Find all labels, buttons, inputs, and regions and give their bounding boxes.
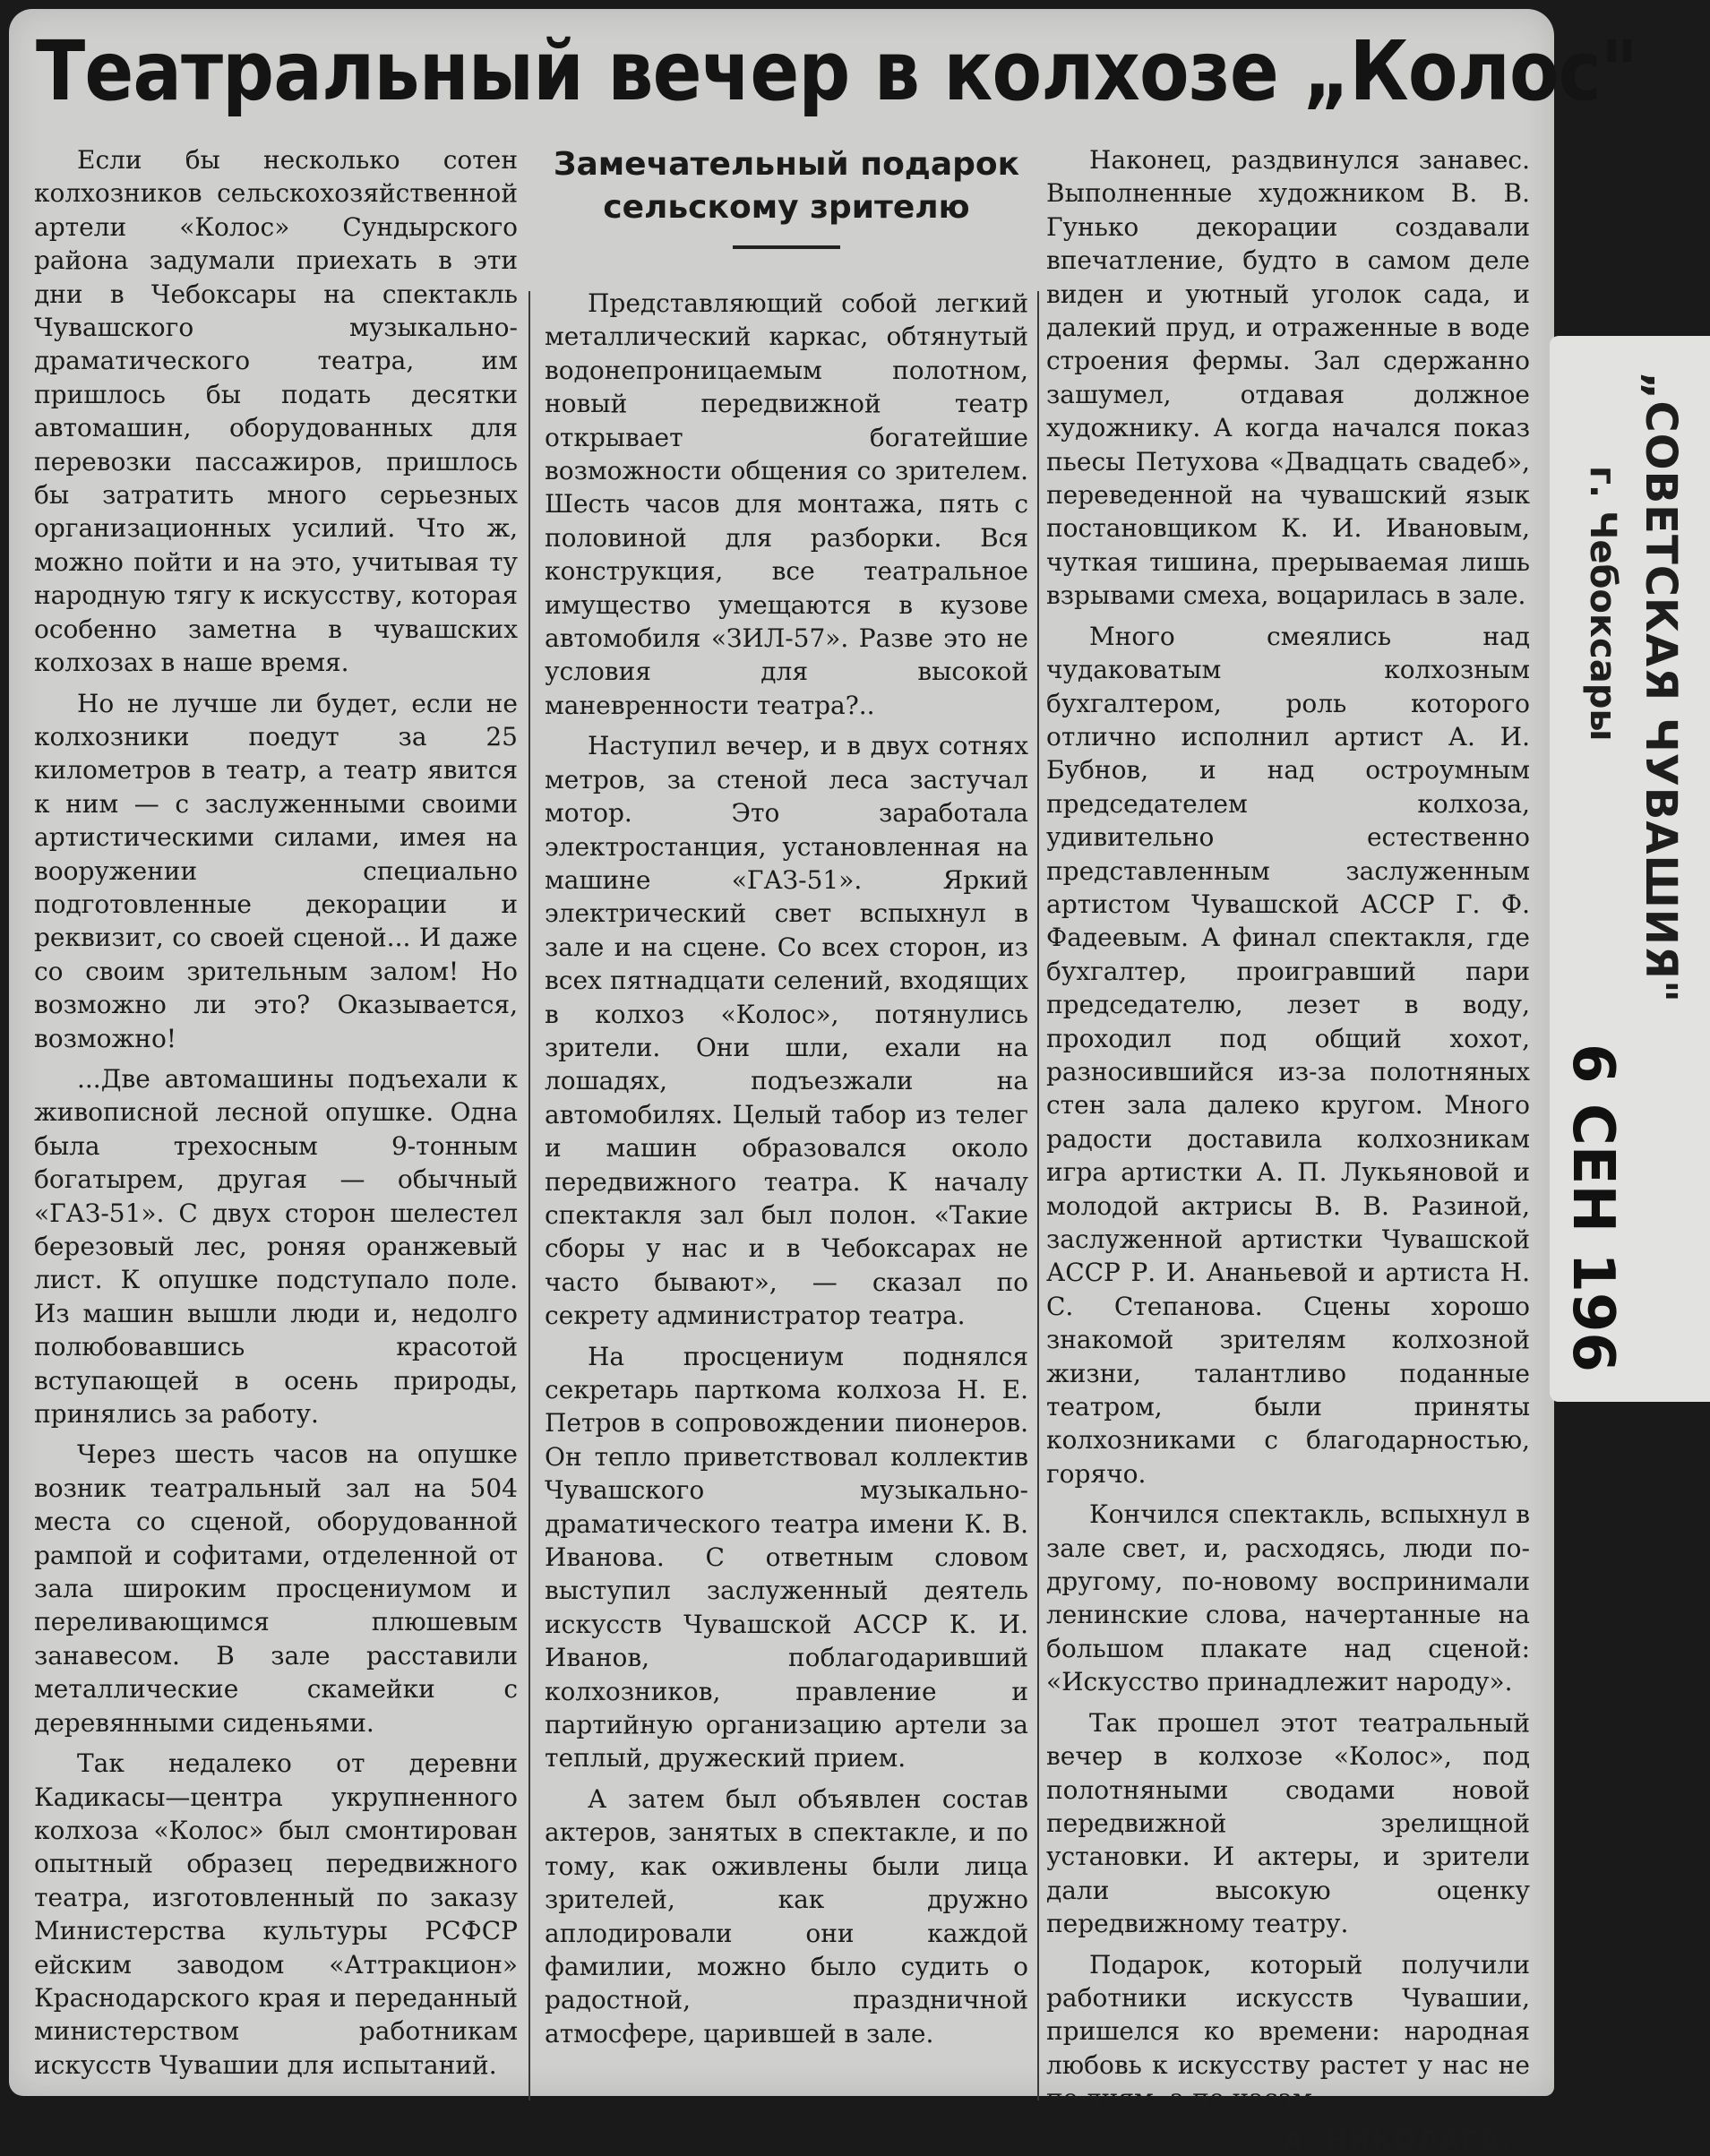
paragraph: На просцениум поднялся секретарь парткома колхоза Н. Е. Петров в сопровождении пионеров. Он тепло приветствовал коллектив Чувашского музыкально-драматического театра имени К. В. Иванова. С ответным словом выступил заслуженный деятель искусств Чувашской АССР К. И. Иванов, поблагодаривший колхозников, правление и партийную организацию артели за теплый, дружеский прием. — [545, 1341, 1028, 1774]
paragraph: ...Две автомашины подъехали к живописной лесной опушке. Одна была трехосным 9-тонным богатырем, другая — обычный «ГАЗ-51». С двух сторон шелестел березовый лес, роняя оранжевый лист. К опушке подступало поле. Из машин вышли люди и, недолго полюбовавшись красотой вступающей в осень природы, принялись за работу. — [34, 1063, 518, 1430]
stamp-date: 6 СЕН 196 — [1560, 1044, 1626, 1372]
stamp-text-rotated — [1550, 336, 1710, 1402]
stamp-newspaper-name: „СОВЕТСКАЯ ЧУВАШИЯ" — [1636, 372, 1686, 1003]
stamp-city: г. Чебоксары — [1582, 466, 1623, 742]
column-divider — [1037, 291, 1039, 2100]
paragraph: Но не лучше ли будет, если не колхозники поедут за 25 километров в театр, а театр явится к ним — с заслуженными своими артистическими силами, имея на вооружении специально подготовленные декорации и реквизит, со своей сценой... И даже со своим зрительным залом! Но возможно ли это? Оказывается, возможно! — [34, 688, 518, 1053]
paragraph: Наконец, раздвинулся занавес. Выполненные художником В. В. Гунько декорации создавали впечатление, будто в самом деле виден и уютный уголок сада, и далекий пруд, и отраженные в воде строения фермы. Зал сдержанно зашумел, отдавая должное художнику. А когда начался показ пьесы Петухова «Двадцать свадеб», переведенной на чувашский язык постановщиком К. И. Ивановым, чуткая тишина, прерываемая лишь взрывами смеха, воцарилась в зале. — [1046, 145, 1530, 611]
subheading-divider — [733, 245, 840, 249]
archive-stamp-label — [1550, 336, 1710, 1402]
paragraph: А затем был объявлен состав актеров, занятых в спектакле, и по тому, как оживлены были лица зрителей, как дружно аплодировали они каждой фамилии, можно было судить о радостной, праздничной атмосфере, царившей в зале. — [545, 1783, 1028, 2049]
paragraph: Так недалеко от деревни Кадикасы—центра укрупненного колхоза «Колос» был смонтирован опытный образец передвижного театра, изготовленный по заказу Министерства культуры РСФСР ейским заводом «Аттракцион» Краснодарского края и переданный министерством работникам искусств Чувашии для испытаний. — [34, 1748, 518, 2080]
column-divider — [528, 291, 530, 2100]
article-column-3 — [1046, 143, 1530, 2156]
paragraph: Через шесть часов на опушке возник театральный зал на 504 места со сценой, оборудованной рампой и софитами, отделенной от зала широким просцениумом и переливающимся плюшевым занавесом. В зале расставили металлические скамейки с деревянными сиденьями. — [34, 1439, 518, 1738]
paragraph: Представляющий собой легкий металлический каркас, обтянутый водонепроницаемым полотном, новый передвижной театр открывает богатейшие возможности общения со зрителем. Шесть часов для монтажа, пять с половиной для разборки. Вся конструкция, все театральное имущество умещаются в кузове автомобиля «ЗИЛ-57». Разве это не условия для высокой маневренности театра?.. — [545, 288, 1028, 720]
paragraph: Если бы несколько сотен колхозников сельскохозяйственной артели «Колос» Сундырского района задумали приехать в эти дни в Чебоксары на спектакль Чувашского музыкально-драматического театра, им пришлось бы подать десятки автомашин, оборудованных для перевозки пассажиров, пришлось бы затратить много серьезных организационных усилий. Что ж, можно пойти и на это, учитывая ту народную тягу к искусству, которая особенно заметна в чувашских колхозах в наше время. — [34, 145, 518, 678]
paragraph: Кончился спектакль, вспыхнул в зале свет, и, расходясь, люди по-другому, по-новому воспринимали ленинские слова, начертанные на большом плакате над сценой: «Искусство принадлежит народу». — [1046, 1499, 1530, 1697]
article-column-2 — [545, 143, 1028, 2057]
paragraph: Подарок, который получили работники искусств Чувашии, пришелся ко времени: народная любовь к искусству растет у нас не по дням, а по часам. — [1046, 1949, 1530, 2114]
article-headline: Театральный вечер в колхозе „Колос" — [36, 23, 1638, 119]
article-column-1 — [34, 143, 518, 2089]
paragraph: Много смеялись над чудаковатым колхозным бухгалтером, роль которого отлично исполнил артист А. И. Бубнов, и над остроумным председателем колхоза, удивительно естественно представленным заслуженным артистом Чувашской АССР Г. Ф. Фадеевым. А финал спектакля, где бухгалтер, проигравший пари председателю, лезет в воду, проходил под общий хохот, разносившийся из-за полотняных стен зала далеко кругом. Много радости доставила колхозникам игра артистки А. П. Лукьяновой и молодой актрисы В. В. Разиной, заслуженной артистки Чувашской АССР Р. И. Ананьевой и артиста Н. С. Степанова. Сцены хорошо знакомой зрителям колхозной жизни, талантливо поданные театром, были приняты колхозниками с благодарностью, горячо. — [1046, 621, 1530, 1489]
paragraph: Наступил вечер, и в двух сотнях метров, за стеной леса застучал мотор. Это заработала электростанция, установленная на машине «ГАЗ-51». Яркий электрический свет вспыхнул в зале и на сцене. Со всех сторон, из всех пятнадцати селений, входящих в колхоз «Колос», потянулись зрители. Они шли, ехали на лошадях, подъезжали на автомобилях. Целый табор из телег и машин образовался около передвижного театра. К началу спектакля зал был полон. «Такие сборы у нас и в Чебоксарах не часто бывают», — сказал по секрету администратор театра. — [545, 731, 1028, 1331]
author-signature: А. НИКОЛАЕВ. — [1283, 2124, 1512, 2154]
paragraph: Так прошел этот театральный вечер в колхозе «Колос», под полотняными сводами новой передвижной зрелищной установки. И актеры, и зрители дали высокую оценку передвижному театру. — [1046, 1707, 1530, 1939]
article-subheading: Замечательный подарок сельскому зрителю — [553, 146, 1020, 226]
